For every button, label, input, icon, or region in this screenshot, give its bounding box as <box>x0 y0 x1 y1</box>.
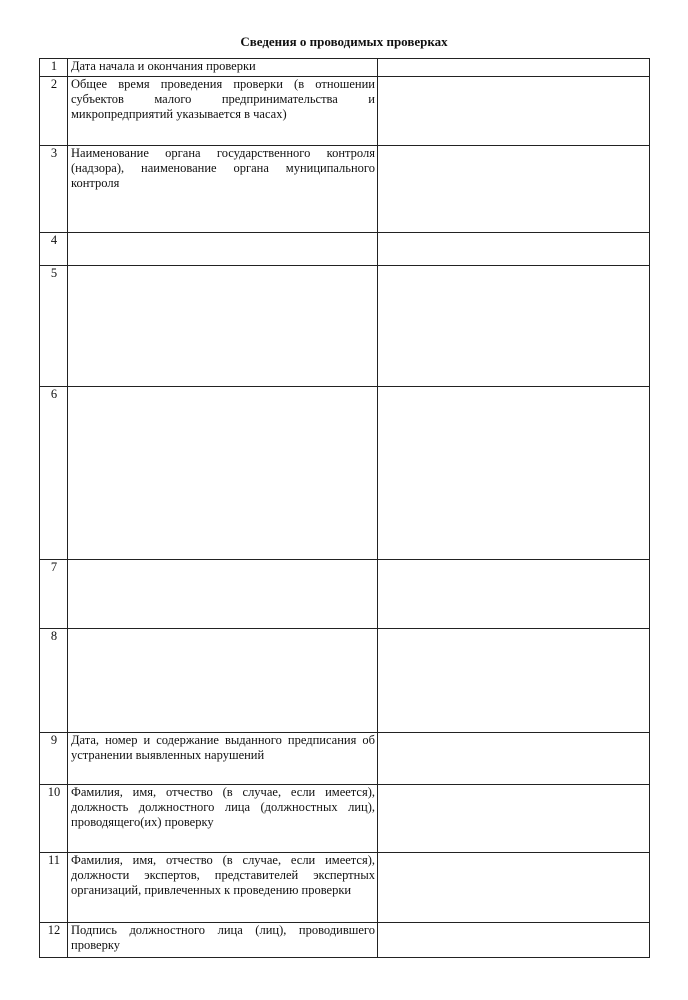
table-row <box>40 923 650 958</box>
row-label <box>68 629 378 733</box>
table-row <box>40 59 650 77</box>
table-row <box>40 146 650 233</box>
row-value[interactable] <box>378 923 650 958</box>
row-value[interactable] <box>378 233 650 266</box>
row-number: 8 <box>40 629 68 733</box>
page-title: Сведения о проводимых проверках <box>240 34 448 49</box>
row-number: 12 <box>40 923 68 958</box>
row-number: 6 <box>40 387 68 560</box>
row-label: Наименование органа государственного контроля (надзора), наименование органа муниципального контроля <box>68 146 378 233</box>
row-value[interactable] <box>378 266 650 387</box>
row-number: 10 <box>40 785 68 853</box>
row-value[interactable] <box>378 77 650 146</box>
inspection-table <box>39 58 650 958</box>
table-row <box>40 560 650 629</box>
row-label: Дата, номер и содержание выданного предписания об устранении выявленных нарушений <box>68 733 378 785</box>
row-number: 11 <box>40 853 68 923</box>
table-row <box>40 629 650 733</box>
row-value[interactable] <box>378 59 650 77</box>
row-value[interactable] <box>378 629 650 733</box>
row-value[interactable] <box>378 733 650 785</box>
row-label <box>68 387 378 560</box>
row-value[interactable] <box>378 785 650 853</box>
row-value[interactable] <box>378 146 650 233</box>
row-label: Фамилия, имя, отчество (в случае, если имеется), должность должностного лица (должностных лиц), проводящего(их) проверку <box>68 785 378 853</box>
row-label <box>68 233 378 266</box>
row-number: 7 <box>40 560 68 629</box>
row-value[interactable] <box>378 560 650 629</box>
table-row <box>40 785 650 853</box>
table-row <box>40 266 650 387</box>
row-label <box>68 266 378 387</box>
row-number: 1 <box>40 59 68 77</box>
row-number: 5 <box>40 266 68 387</box>
table-row <box>40 853 650 923</box>
row-number: 9 <box>40 733 68 785</box>
row-label: Фамилия, имя, отчество (в случае, если имеется), должности экспертов, представителей экспертных организаций, привлеченных к проведению проверки <box>68 853 378 923</box>
table-row <box>40 233 650 266</box>
row-label: Общее время проведения проверки (в отношении субъектов малого предпринимательства и микропредприятий указывается в часах) <box>68 77 378 146</box>
row-label <box>68 560 378 629</box>
table-row <box>40 387 650 560</box>
row-number: 3 <box>40 146 68 233</box>
row-value[interactable] <box>378 853 650 923</box>
row-number: 4 <box>40 233 68 266</box>
row-label: Подпись должностного лица (лиц), проводившего проверку <box>68 923 378 958</box>
table-row <box>40 733 650 785</box>
row-number: 2 <box>40 77 68 146</box>
row-label: Дата начала и окончания проверки <box>68 59 378 77</box>
table-row <box>40 77 650 146</box>
row-value[interactable] <box>378 387 650 560</box>
